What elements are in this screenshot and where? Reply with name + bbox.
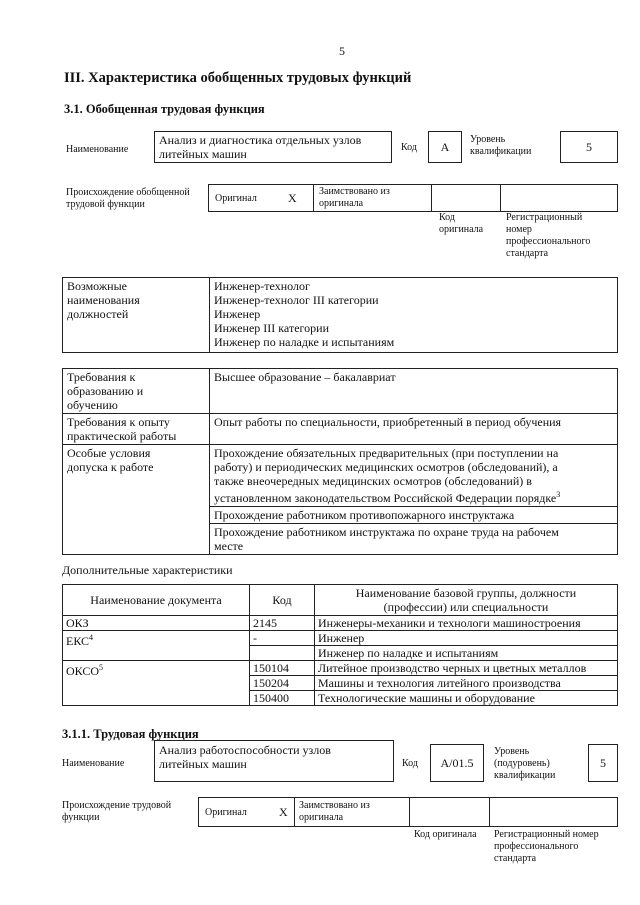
tf-name-line2: литейных машин <box>159 757 247 771</box>
positions-table <box>62 277 618 353</box>
gtf-origin-label-1: Происхождение обобщенной <box>66 187 190 198</box>
col-name-header-1: Наименование базовой группы, должности <box>355 586 577 600</box>
special-3-line1: Прохождение работником инструктажа по охране труда на рабочем <box>214 525 559 539</box>
gtf-borrowed-label-1: Заимствовано из <box>319 186 390 197</box>
requirements-table <box>62 368 618 555</box>
tf-origin-label-2: функции <box>62 812 100 823</box>
section-title: III. Характеристика обобщенных трудовых функций <box>64 70 412 86</box>
positions-label-1: Возможные <box>67 279 127 293</box>
divider <box>409 798 410 826</box>
education-label-2: образованию и <box>67 384 144 398</box>
positions-list-cell <box>210 278 618 353</box>
special-item-3 <box>210 524 618 555</box>
gtf-borrowed-label-2: оригинала <box>319 198 364 209</box>
education-label-cell <box>63 369 210 414</box>
divider <box>489 798 490 826</box>
gtf-reg-1: Регистрационный <box>506 212 583 223</box>
tf-code-value: А/01.5 <box>440 756 474 770</box>
gtf-reg-4: стандарта <box>506 248 549 259</box>
gtf-level-box <box>560 131 618 163</box>
col-name-header-2: (профессии) или специальности <box>383 600 549 614</box>
experience-label-cell <box>63 414 210 445</box>
tf-name-box <box>154 740 394 782</box>
eks-name-1: Инженер <box>315 631 618 646</box>
tf-code-box <box>430 744 484 782</box>
experience-value: Опыт работы по специальности, приобретенный в период обучения <box>210 414 618 445</box>
gtf-origin-label-2: трудовой функции <box>66 199 145 210</box>
special-3-line2: месте <box>214 539 244 553</box>
gtf-code-label: Код <box>401 142 417 153</box>
okso-name-2: Машины и технология литейного производства <box>315 676 618 691</box>
gtf-code-box <box>428 131 462 163</box>
tf-name-line1: Анализ работоспособности узлов <box>159 743 331 757</box>
tf-original-mark: X <box>279 805 288 819</box>
divider <box>431 185 432 211</box>
tf-reg-3: стандарта <box>494 853 537 864</box>
eks-doc-cell <box>63 631 250 661</box>
gtf-name-line2: литейных машин <box>159 147 247 161</box>
tf-level-box <box>588 744 618 782</box>
position-item: Инженер III категории <box>214 321 329 335</box>
special-label-1: Особые условия <box>67 446 151 460</box>
okso-name-3: Технологические машины и оборудование <box>315 691 618 706</box>
okso-name-1: Литейное производство черных и цветных металлов <box>315 661 618 676</box>
divider <box>500 185 501 211</box>
okso-code-2: 150204 <box>250 676 315 691</box>
tf-name-label: Наименование <box>62 758 125 769</box>
okso-doc: ОКСО <box>66 664 100 678</box>
eks-code-empty <box>250 646 315 661</box>
positions-label-cell <box>63 278 210 353</box>
positions-label-2: наименования <box>67 293 140 307</box>
tf-level-label-2: (подуровень) <box>494 758 550 769</box>
footnote-ref-3: 3 <box>556 490 561 499</box>
tf-level-value: 5 <box>600 756 606 770</box>
gtf-code-original-2: оригинала <box>439 224 484 235</box>
divider <box>313 185 314 211</box>
tf-code-original: Код оригинала <box>414 829 477 840</box>
experience-label-2: практической работы <box>67 429 177 443</box>
gtf-original-mark: X <box>288 191 297 205</box>
okso-doc-cell <box>63 661 250 706</box>
special-item-1 <box>210 445 618 507</box>
special-label-cell <box>63 445 210 555</box>
tf-borrowed-label-1: Заимствовано из <box>299 800 370 811</box>
page-number: 5 <box>339 44 345 58</box>
gtf-name-label: Наименование <box>66 144 129 155</box>
gtf-name-box <box>154 131 392 163</box>
tf-heading: 3.1.1. Трудовая функция <box>62 727 199 741</box>
tf-reg-2: профессионального <box>494 841 579 852</box>
divider <box>294 798 295 826</box>
okso-code-1: 150104 <box>250 661 315 676</box>
positions-label-3: должностей <box>67 307 129 321</box>
special-label-2: допуска к работе <box>67 460 154 474</box>
tf-origin-label-1: Происхождение трудовой <box>62 800 172 811</box>
position-item: Инженер-технолог III категории <box>214 293 379 307</box>
gtf-level-label-1: Уровень <box>470 134 506 145</box>
additional-table <box>62 584 618 706</box>
gtf-heading: 3.1. Обобщенная трудовая функция <box>64 102 265 116</box>
tf-borrowed-label-2: оригинала <box>299 812 344 823</box>
gtf-level-value: 5 <box>586 140 592 154</box>
tf-reg-1: Регистрационный номер <box>494 829 599 840</box>
education-label-1: Требования к <box>67 370 136 384</box>
footnote-ref-5: 5 <box>99 663 104 672</box>
tf-level-label-3: квалификации <box>494 770 556 781</box>
special-item-2: Прохождение работником противопожарного инструктажа <box>210 507 618 524</box>
tf-level-label-1: Уровень <box>494 746 530 757</box>
special-1-line1: Прохождение обязательных предварительных (при поступлении на <box>214 446 559 460</box>
okz-code: 2145 <box>250 616 315 631</box>
gtf-name-line1: Анализ и диагностика отдельных узлов <box>159 133 362 147</box>
gtf-level-label-2: квалификации <box>470 146 532 157</box>
col-doc-header: Наименование документа <box>63 585 250 616</box>
position-item: Инженер по наладке и испытаниям <box>214 335 395 349</box>
special-1-line4: установленном законодательством Российской Федерации порядке <box>214 491 557 505</box>
tf-code-label: Код <box>402 758 418 769</box>
experience-label-1: Требования к опыту <box>67 415 170 429</box>
education-value: Высшее образование – бакалавриат <box>210 369 618 414</box>
position-item: Инженер-технолог <box>214 279 310 293</box>
gtf-origin-box <box>208 184 618 212</box>
gtf-code-original-1: Код <box>439 212 455 223</box>
okz-doc: ОКЗ <box>63 616 250 631</box>
gtf-reg-3: профессионального <box>506 236 591 247</box>
gtf-reg-2: номер <box>506 224 532 235</box>
tf-origin-box <box>198 797 618 827</box>
additional-title: Дополнительные характеристики <box>62 563 233 577</box>
okso-code-3: 150400 <box>250 691 315 706</box>
special-1-line2: работу) и периодических медицинских осмотров (обследований), а <box>214 460 558 474</box>
okz-name: Инженеры-механики и технологи машиностроения <box>315 616 618 631</box>
eks-name-2: Инженер по наладке и испытаниям <box>315 646 618 661</box>
col-name-header <box>315 585 618 616</box>
gtf-original-label: Оригинал <box>215 193 257 204</box>
gtf-code-value: А <box>440 140 450 154</box>
col-code-header: Код <box>250 585 315 616</box>
position-item: Инженер <box>214 307 261 321</box>
footnote-ref-4: 4 <box>89 633 94 642</box>
eks-code: - <box>250 631 315 646</box>
education-label-3: обучению <box>67 398 118 412</box>
eks-doc: ЕКС <box>66 634 90 648</box>
tf-original-label: Оригинал <box>205 807 247 818</box>
special-1-line3: также внеочередных медицинских осмотров (обследований) в <box>214 474 532 488</box>
